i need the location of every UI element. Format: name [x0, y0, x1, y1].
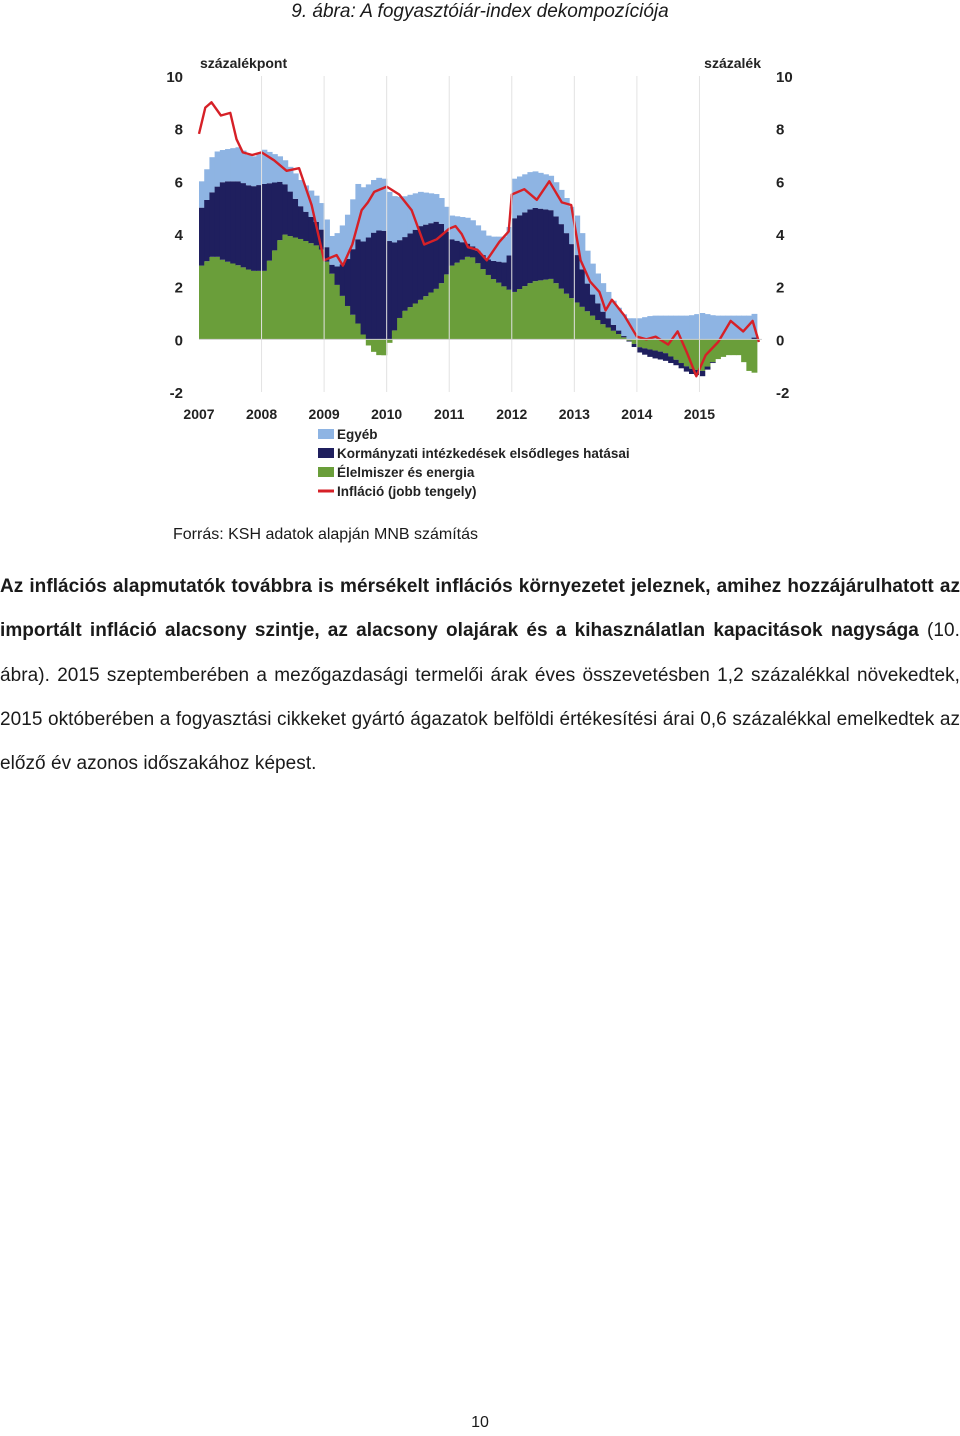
bar-elelmiszer [434, 289, 440, 339]
bar-kormanyzati [329, 265, 335, 274]
bar-kormanyzati [710, 362, 716, 363]
bar-elelmiszer [408, 307, 414, 339]
bar-elelmiszer [611, 331, 617, 340]
bar-elelmiszer [595, 320, 601, 339]
bar-elelmiszer [585, 311, 591, 339]
bar-kormanyzati [522, 212, 528, 286]
legend [318, 427, 630, 499]
bar-egyeb [428, 193, 434, 223]
bar-egyeb [209, 157, 215, 192]
bar-egyeb [658, 316, 664, 340]
bar-elelmiszer [376, 339, 382, 355]
bar-elelmiszer [324, 262, 330, 340]
year-tick-label: 2008 [245, 406, 278, 422]
bar-elelmiszer [481, 269, 487, 339]
right-tick-label: 8 [776, 121, 785, 139]
bar-elelmiszer [361, 335, 367, 340]
right-tick-label: -2 [776, 385, 790, 402]
bar-kormanyzati [225, 181, 231, 261]
legend-label: Egyéb [337, 427, 378, 442]
bar-kormanyzati [486, 259, 492, 275]
bar-elelmiszer [600, 324, 606, 339]
bar-kormanyzati [241, 183, 247, 267]
bar-elelmiszer [580, 307, 586, 339]
bar-elelmiszer [345, 306, 351, 339]
bar-egyeb [230, 148, 236, 181]
bar-kormanyzati [553, 216, 559, 283]
bar-elelmiszer [460, 260, 466, 340]
bar-egyeb [199, 181, 205, 207]
inflation-decomposition-chart [150, 46, 810, 508]
bar-egyeb [689, 315, 695, 339]
bar-kormanyzati [397, 240, 403, 318]
legend-label: Élelmiszer és energia [337, 465, 475, 480]
bar-kormanyzati [272, 183, 278, 251]
bar-kormanyzati [282, 184, 288, 234]
bar-elelmiszer [574, 302, 580, 339]
left-tick-label: 2 [174, 279, 183, 297]
bar-elelmiszer [428, 293, 434, 340]
bar-kormanyzati [616, 331, 622, 335]
bar-elelmiszer [522, 286, 528, 339]
bar-egyeb [376, 178, 382, 231]
bar-elelmiszer [491, 279, 497, 339]
bar-elelmiszer [637, 339, 643, 347]
bar-kormanyzati [684, 366, 690, 371]
bar-egyeb [434, 194, 440, 222]
bar-kormanyzati [653, 351, 659, 359]
bar-kormanyzati [423, 225, 429, 297]
bar-kormanyzati [408, 233, 414, 307]
bar-kormanyzati [340, 264, 346, 296]
bar-egyeb [225, 149, 231, 181]
bar-elelmiszer [517, 289, 523, 339]
bar-egyeb [329, 236, 335, 265]
bar-kormanyzati [501, 262, 507, 286]
bar-elelmiszer [235, 265, 241, 339]
bar-elelmiszer [501, 286, 507, 339]
bar-elelmiszer [220, 260, 226, 340]
bar-elelmiszer [246, 270, 252, 340]
bar-egyeb [204, 169, 210, 200]
bar-kormanyzati [428, 223, 434, 292]
bar-kormanyzati [705, 367, 711, 370]
bar-kormanyzati [298, 206, 304, 239]
figure-title: 9. ábra: A fogyasztóiár-index dekompozíciója [291, 1, 669, 22]
legend-label: Kormányzati intézkedések elsődleges hatásai [337, 446, 630, 461]
year-tick-label: 2010 [371, 406, 403, 422]
bar-kormanyzati [543, 209, 549, 279]
year-tick-label: 2011 [434, 406, 465, 422]
bar-kormanyzati [647, 349, 653, 356]
bar-kormanyzati [199, 208, 205, 266]
bar-kormanyzati [230, 181, 236, 263]
bar-egyeb [481, 230, 487, 255]
bar-egyeb [501, 237, 507, 263]
bar-egyeb [663, 316, 669, 340]
bar-elelmiszer [288, 236, 294, 339]
bar-kormanyzati [449, 239, 455, 265]
bar-elelmiszer [230, 263, 236, 339]
bar-kormanyzati [335, 266, 341, 284]
bar-kormanyzati [533, 208, 539, 281]
bar-elelmiszer [720, 339, 726, 357]
bar-kormanyzati [235, 181, 241, 265]
bar-egyeb [684, 316, 690, 340]
bar-kormanyzati [611, 325, 617, 331]
bar-kormanyzati [580, 269, 586, 307]
bar-egyeb [647, 316, 653, 339]
paragraph-regular-text: (10. ábra). 2015 szeptemberében a mezőgazdasági termelői árak éves összevetésben 1,2 százalékkal növekedtek, 2015 októberében a fogyasztási cikkeket gyártó ágazatok belföldi értékesítési árai 0,6 százalékkal emelkedtek az előző év azonos időszakához képest. [0, 620, 960, 775]
bar-kormanyzati [293, 199, 299, 238]
bar-egyeb [470, 220, 476, 246]
bar-elelmiszer [726, 339, 732, 355]
bar-elelmiszer [731, 339, 737, 355]
bar-elelmiszer [418, 300, 424, 340]
bar-egyeb [418, 192, 424, 226]
bar-kormanyzati [387, 241, 393, 339]
bar-kormanyzati [454, 241, 460, 263]
bar-kormanyzati [277, 182, 283, 240]
bar-egyeb [298, 180, 304, 206]
bar-kormanyzati [538, 209, 544, 281]
bar-elelmiszer [314, 245, 320, 339]
bar-elelmiszer [647, 339, 653, 349]
bar-egyeb [366, 184, 372, 237]
bar-elelmiszer [277, 240, 283, 339]
bar-kormanyzati [642, 348, 648, 354]
bar-kormanyzati [366, 238, 372, 340]
bar-elelmiszer [340, 296, 346, 339]
bar-elelmiszer [241, 267, 247, 339]
bar-elelmiszer [392, 330, 398, 339]
right-tick-label: 10 [776, 69, 793, 86]
year-tick-label: 2007 [183, 406, 215, 422]
bar-egyeb [235, 147, 241, 181]
bar-egyeb [710, 315, 716, 339]
legend-label: Infláció (jobb tengely) [337, 484, 477, 499]
bar-kormanyzati [355, 239, 361, 323]
bar-elelmiszer [553, 283, 559, 339]
bar-kormanyzati [585, 284, 591, 312]
bar-elelmiszer [335, 285, 341, 339]
bar-kormanyzati [679, 363, 685, 368]
bar-elelmiszer [272, 250, 278, 339]
bar-elelmiszer [355, 324, 361, 340]
left-tick-label: 10 [166, 69, 183, 86]
bar-kormanyzati [626, 341, 632, 342]
bar-elelmiszer [548, 279, 554, 339]
right-tick-label: 0 [776, 332, 785, 350]
bar-kormanyzati [527, 209, 533, 283]
bar-elelmiszer [512, 292, 518, 339]
bar-kormanyzati [595, 303, 601, 320]
year-tick-label: 2014 [621, 406, 653, 422]
legend-swatch [318, 467, 334, 477]
bar-egyeb [241, 151, 247, 183]
bar-elelmiszer [298, 239, 304, 339]
bar-egyeb [371, 180, 377, 233]
bar-kormanyzati [267, 183, 273, 260]
bar-egyeb [277, 156, 283, 181]
bar-elelmiszer [402, 311, 408, 340]
right-axis-title: százalék [704, 55, 761, 71]
bar-kormanyzati [699, 371, 705, 376]
bar-egyeb [282, 160, 288, 184]
bar-elelmiszer [397, 318, 403, 339]
bar-kormanyzati [606, 318, 612, 327]
left-axis-title: százalékpont [200, 55, 288, 71]
bar-elelmiszer [293, 238, 299, 340]
bar-egyeb [439, 198, 445, 224]
year-tick-label: 2015 [683, 406, 716, 422]
bar-elelmiszer [282, 235, 288, 340]
right-tick-label: 6 [776, 174, 785, 192]
bar-elelmiszer [559, 289, 565, 340]
bar-kormanyzati [637, 347, 643, 352]
bar-kormanyzati [371, 233, 377, 340]
bar-elelmiszer [616, 334, 622, 339]
left-tick-label: 8 [174, 121, 183, 139]
right-tick-label: 2 [776, 279, 785, 297]
bar-elelmiszer [215, 257, 221, 340]
bar-elelmiszer [251, 271, 257, 339]
bar-kormanyzati [564, 233, 570, 294]
bar-elelmiszer [308, 243, 314, 339]
left-tick-label: 4 [174, 227, 183, 244]
bar-elelmiszer [736, 339, 742, 355]
bar-elelmiszer [329, 274, 335, 340]
bar-elelmiszer [225, 262, 231, 340]
year-tick-label: 2009 [308, 406, 340, 422]
bar-elelmiszer [486, 275, 492, 339]
bar-kormanyzati [663, 353, 669, 361]
right-tick-label: 4 [776, 227, 785, 244]
bar-egyeb [475, 225, 481, 250]
bar-kormanyzati [512, 218, 518, 292]
bar-elelmiszer [199, 266, 205, 340]
bar-elelmiszer [439, 283, 445, 339]
bar-egyeb [387, 192, 393, 241]
left-tick-label: 6 [174, 174, 183, 192]
bar-kormanyzati [668, 356, 674, 363]
bar-egyeb [340, 225, 346, 264]
bar-elelmiszer [527, 283, 533, 339]
bar-kormanyzati [548, 210, 554, 279]
bar-kormanyzati [600, 312, 606, 325]
bar-egyeb [715, 316, 721, 340]
bar-egyeb [527, 172, 533, 209]
bar-egyeb [293, 173, 299, 198]
bar-elelmiszer [387, 339, 393, 343]
bar-kormanyzati [574, 255, 580, 302]
bar-kormanyzati [392, 242, 398, 330]
bar-elelmiszer [653, 339, 659, 350]
bar-kormanyzati [460, 242, 466, 260]
bar-elelmiszer [673, 339, 679, 359]
bar-elelmiszer [303, 241, 309, 339]
bar-kormanyzati [251, 186, 257, 271]
bar-elelmiszer [209, 257, 215, 340]
bar-elelmiszer [204, 261, 210, 339]
bar-elelmiszer [564, 294, 570, 340]
bar-kormanyzati [590, 295, 596, 316]
bar-egyeb [517, 177, 523, 216]
bar-elelmiszer [746, 339, 752, 371]
bar-egyeb [699, 313, 705, 339]
bar-egyeb [392, 196, 398, 242]
bar-elelmiszer [449, 266, 455, 340]
bar-elelmiszer [741, 339, 747, 362]
bar-kormanyzati [215, 187, 221, 257]
bar-elelmiszer [590, 316, 596, 340]
legend-swatch [318, 448, 334, 458]
bar-elelmiszer [543, 280, 549, 340]
bar-elelmiszer [350, 315, 356, 340]
bar-egyeb [553, 182, 559, 216]
bar-kormanyzati [361, 241, 367, 334]
bar-elelmiszer [366, 339, 372, 345]
bar-kormanyzati [496, 262, 502, 283]
bar-kormanyzati [288, 192, 294, 236]
bar-egyeb [324, 220, 330, 248]
bar-egyeb [220, 150, 226, 182]
bar-egyeb [590, 264, 596, 295]
left-tick-label: -2 [169, 385, 183, 402]
bar-kormanyzati [262, 184, 268, 271]
bar-kormanyzati [308, 217, 314, 243]
bar-kormanyzati [402, 237, 408, 311]
bar-egyeb [522, 174, 528, 212]
bar-kormanyzati [517, 215, 523, 289]
bar-kormanyzati [209, 192, 215, 257]
bar-elelmiszer [413, 303, 419, 339]
bar-kormanyzati [673, 360, 679, 365]
bar-egyeb [543, 174, 549, 209]
bar-kormanyzati [376, 230, 382, 339]
bar-egyeb [246, 155, 252, 185]
bar-kormanyzati [434, 222, 440, 289]
bar-egyeb [215, 151, 221, 186]
bar-kormanyzati [204, 200, 210, 261]
bar-kormanyzati [491, 261, 497, 279]
bar-egyeb [397, 197, 403, 240]
bar-egyeb [642, 317, 648, 339]
bar-elelmiszer [475, 263, 481, 339]
bar-egyeb [705, 314, 711, 339]
bar-egyeb [423, 193, 429, 225]
page-number: 10 [471, 1414, 489, 1431]
bar-kormanyzati [621, 336, 627, 337]
bar-kormanyzati [246, 185, 252, 269]
bar-kormanyzati [220, 182, 226, 260]
paragraph-bold-text: Az inflációs alapmutatók továbbra is mérsékelt inflációs környezetet jeleznek, amihez hozzájárulhatott az importált infláció alacsony szintje, az alacsony olajárak és a kihasználatlan kapacitások nagysága [0, 576, 960, 642]
bar-elelmiszer [267, 261, 273, 340]
bar-elelmiszer [262, 271, 268, 339]
bar-elelmiszer [496, 283, 502, 340]
bar-egyeb [731, 316, 737, 340]
legend-swatch [318, 429, 334, 439]
bar-kormanyzati [345, 259, 351, 306]
bar-elelmiszer [606, 327, 612, 339]
bar-elelmiszer [752, 339, 758, 372]
bar-elelmiszer [538, 280, 544, 339]
bar-egyeb [559, 190, 565, 224]
bar-kormanyzati [559, 224, 565, 289]
bar-elelmiszer [533, 281, 539, 339]
figure-source: Forrás: KSH adatok alapján MNB számítás [173, 526, 479, 543]
bar-egyeb [533, 171, 539, 208]
plot-area [199, 102, 759, 376]
bar-egyeb [251, 156, 257, 186]
year-tick-label: 2012 [496, 406, 528, 422]
left-tick-label: 0 [174, 332, 183, 350]
body-paragraph [0, 565, 960, 786]
bar-elelmiszer [465, 257, 471, 340]
bar-elelmiszer [423, 296, 429, 339]
bar-elelmiszer [642, 339, 648, 348]
bar-kormanyzati [658, 352, 664, 360]
bar-kormanyzati [303, 212, 309, 241]
bar-elelmiszer [454, 263, 460, 340]
bar-elelmiszer [470, 257, 476, 339]
bar-kormanyzati [350, 249, 356, 315]
bar-elelmiszer [371, 339, 377, 352]
bar-kormanyzati [413, 230, 419, 304]
year-tick-label: 2013 [558, 406, 590, 422]
